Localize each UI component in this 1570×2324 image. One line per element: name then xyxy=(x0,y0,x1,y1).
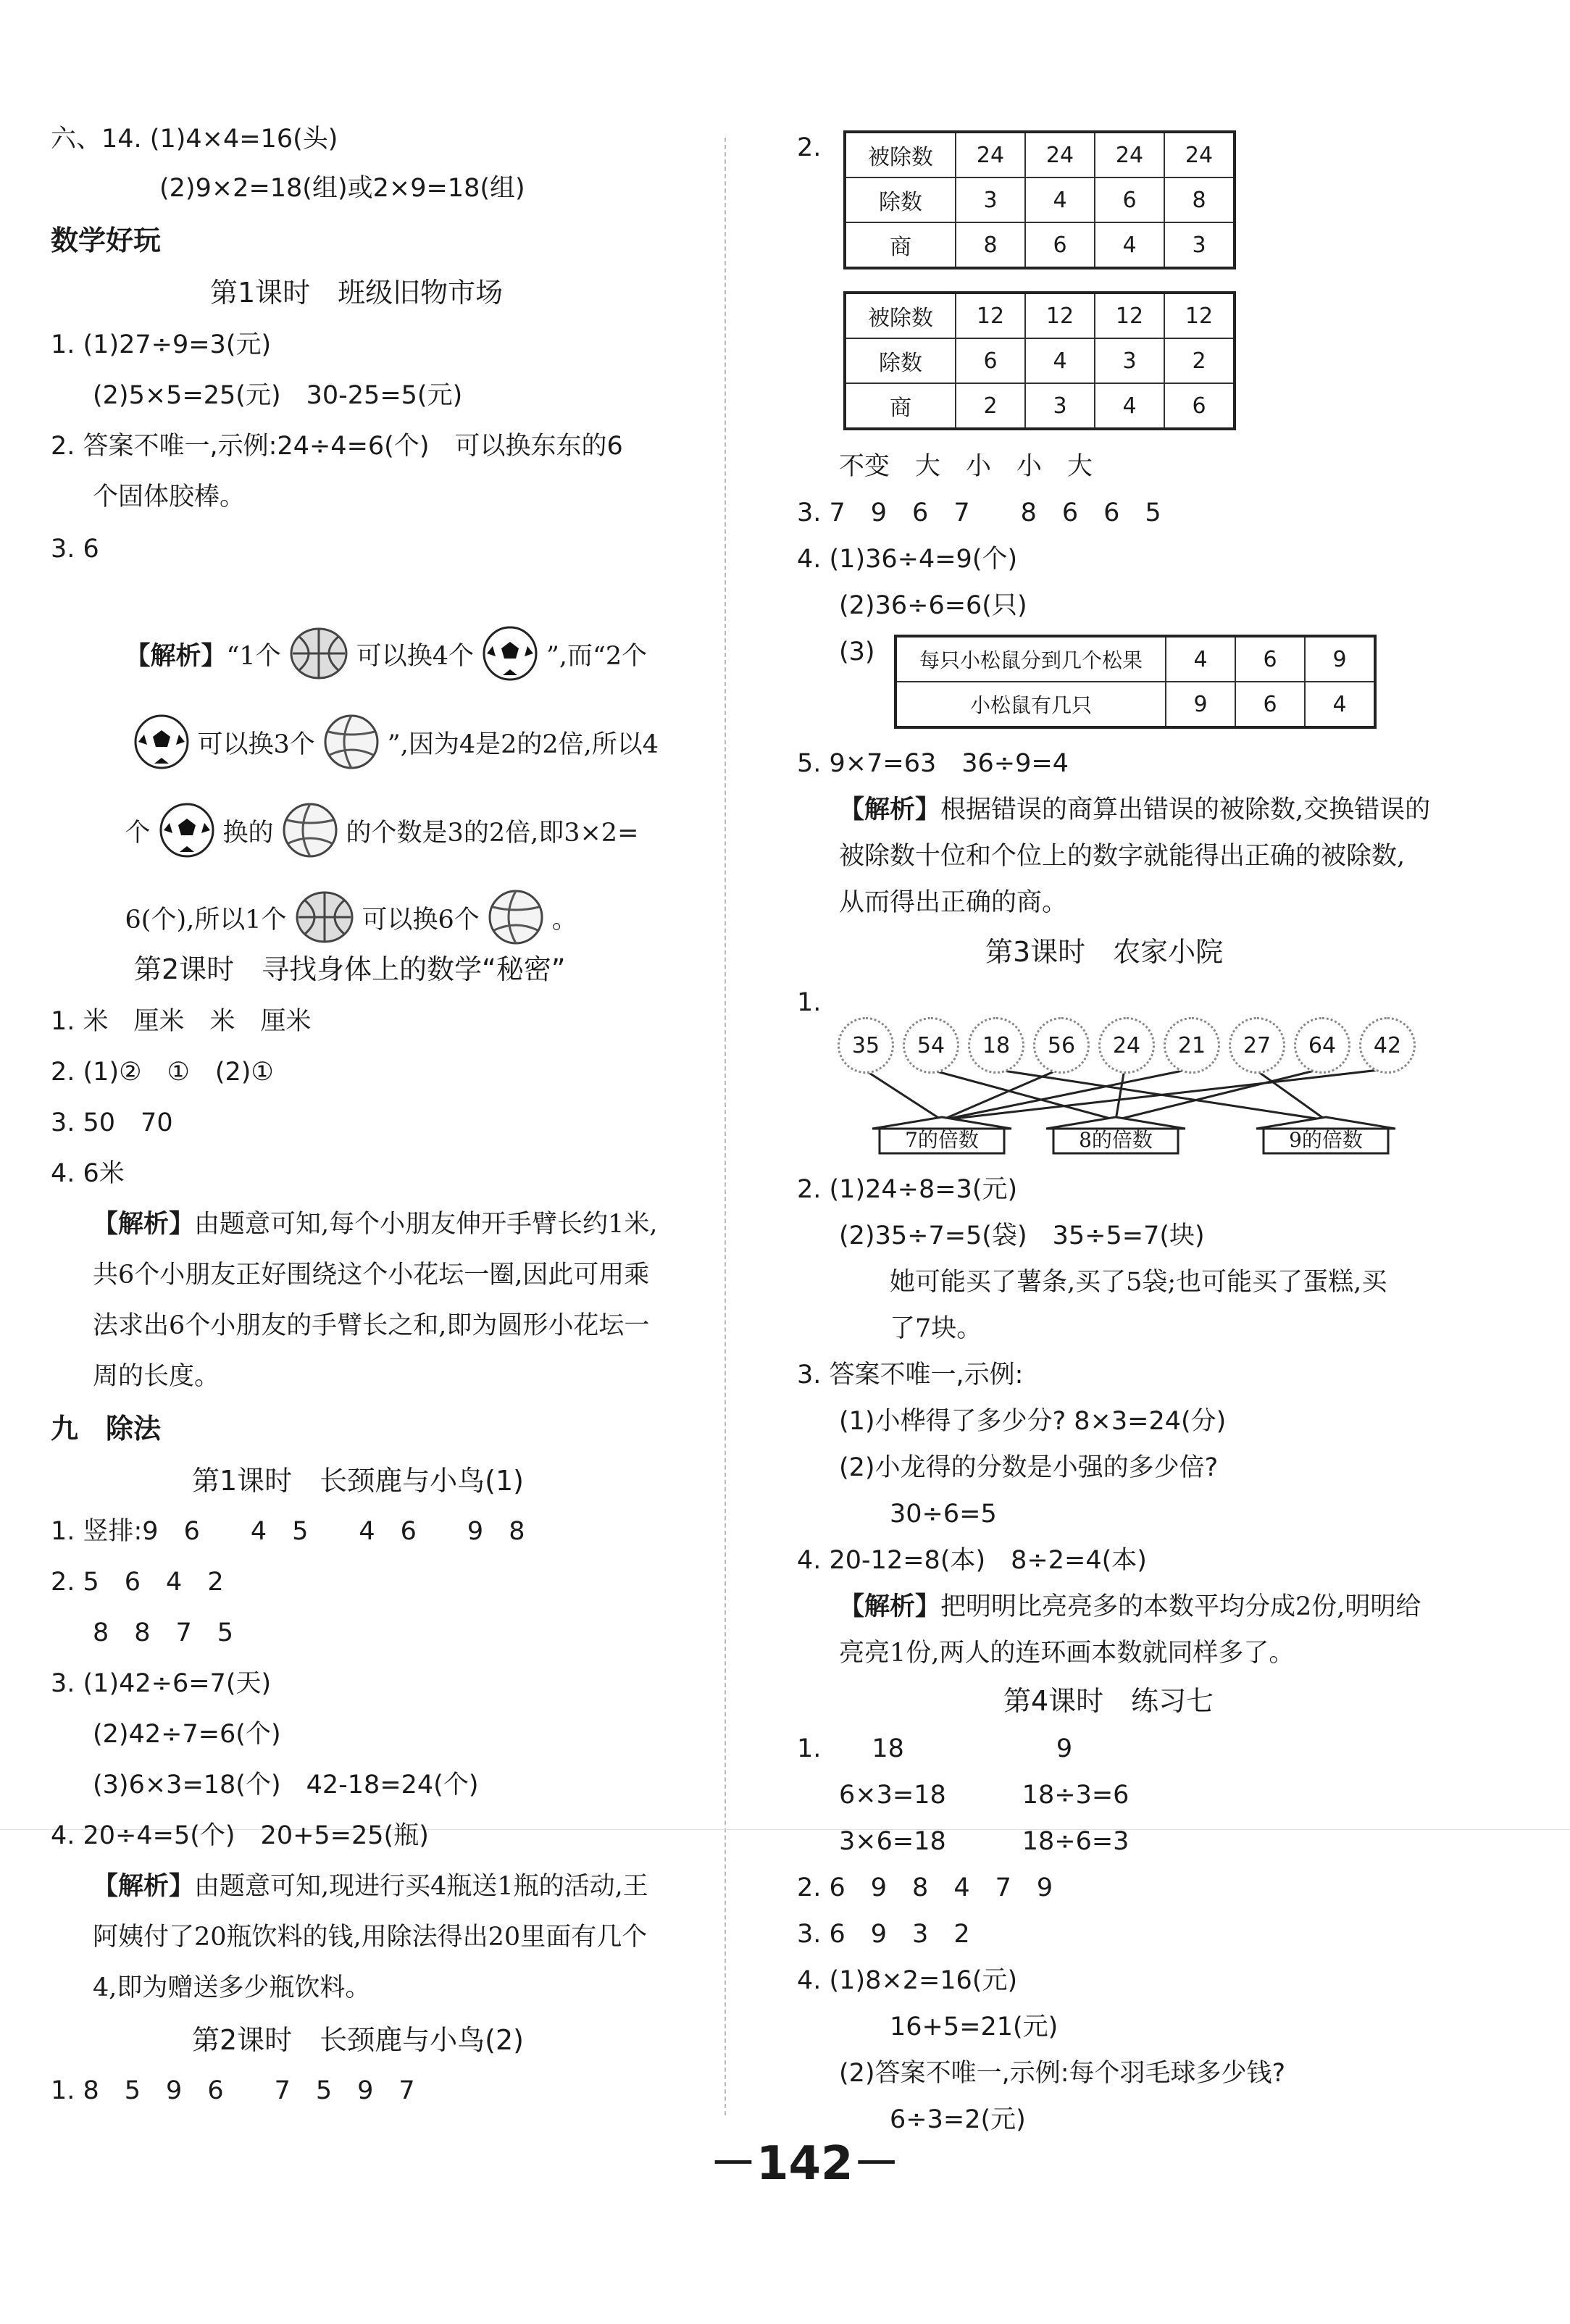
explanation-d4-1 xyxy=(93,1871,648,1902)
answer-p3: 3. 50 70 xyxy=(51,1108,173,1137)
answer-t4b: 16+5=21(元) xyxy=(890,2012,1059,2041)
column-divider xyxy=(725,138,726,2115)
explanation-text: 可以换6个 xyxy=(362,906,480,935)
answer-r4b: (2)36÷6=6(只) xyxy=(839,591,1027,620)
table-cell: 6 xyxy=(1025,222,1095,268)
explanation-r5-3: 从而得出正确的商。 xyxy=(839,888,1068,917)
house-label: 7的倍数 xyxy=(905,1128,979,1152)
answer-d2a: 2. 5 6 4 2 xyxy=(51,1568,224,1597)
explanation-s4-1 xyxy=(839,1591,1421,1623)
table-cell: 4 xyxy=(1095,222,1164,268)
volleyball-icon xyxy=(487,888,545,954)
answer-6-14-1: 六、14. (1)4×4=16(头) xyxy=(51,125,338,154)
table-cell: 24 xyxy=(1095,132,1164,177)
page-number: －142－ xyxy=(710,2137,900,2191)
table-cell: 除数 xyxy=(845,177,956,222)
table-cell: 被除数 xyxy=(845,132,956,177)
table-cell: 除数 xyxy=(845,338,956,383)
table-cell: 每只小松鼠分到几个松果 xyxy=(895,636,1166,682)
explanation-text: 把明明比亮亮多的本数平均分成2份,明明给 xyxy=(940,1592,1421,1621)
explanation-text: ”,而“2个 xyxy=(546,642,648,671)
explanation-label: 【解析】 xyxy=(839,795,941,824)
answer-1-1: 1. (1)27÷9=3(元) xyxy=(51,330,272,359)
table-cell: 9 xyxy=(1305,636,1375,682)
explanation-label: 【解析】 xyxy=(125,642,227,671)
table-cell: 6 xyxy=(1235,682,1305,727)
number-bubble: 35 xyxy=(838,1017,894,1074)
table-cell: 6 xyxy=(1235,636,1305,682)
basketball-icon xyxy=(294,890,355,953)
answer-d2b: 8 8 7 5 xyxy=(93,1618,234,1647)
answer-s2c: 她可能买了薯条,买了5袋;也可能买了蛋糕,买 xyxy=(890,1268,1387,1297)
table-cell: 被除数 xyxy=(845,293,956,338)
table-cell: 12 xyxy=(1025,293,1095,338)
answer-d3c: (3)6×3=18(个) 42-18=24(个) xyxy=(93,1771,479,1800)
table-cell: 3 xyxy=(1095,338,1164,383)
answer-6-14-2: (2)9×2=18(组)或2×9=18(组) xyxy=(159,174,525,203)
table-cell: 6 xyxy=(1095,177,1164,222)
answer-s3b: (1)小桦得了多少分? 8×3=24(分) xyxy=(839,1407,1227,1436)
table-row xyxy=(895,636,1375,682)
lesson-title-3: 第1课时 长颈鹿与小鸟(1) xyxy=(192,1465,525,1497)
table-cell: 商 xyxy=(845,222,956,268)
lesson-title-6: 第4课时 练习七 xyxy=(1003,1685,1214,1717)
table-row xyxy=(845,383,1235,429)
answer-d3a: 3. (1)42÷6=7(天) xyxy=(51,1669,272,1698)
table-cell: 2 xyxy=(956,383,1025,429)
answer-t2: 2. 6 9 8 4 7 9 xyxy=(797,1873,1053,1902)
table-cell: 24 xyxy=(956,132,1025,177)
answer-p4: 4. 6米 xyxy=(51,1159,125,1188)
table-cell: 12 xyxy=(1164,293,1235,338)
table-cell: 8 xyxy=(1164,177,1235,222)
explanation-text: ”,因为4是2的2倍,所以4 xyxy=(387,730,659,759)
house-label: 9的倍数 xyxy=(1289,1128,1363,1152)
house-box xyxy=(1253,1116,1398,1155)
answer-s1-label: 1. xyxy=(797,988,822,1017)
answer-2-cont: 个固体胶棒。 xyxy=(93,482,246,511)
number-bubble: 56 xyxy=(1033,1017,1090,1074)
section-title-division: 九 除法 xyxy=(51,1413,162,1445)
table-cell: 24 xyxy=(1164,132,1235,177)
answer-d3b: (2)42÷7=6(个) xyxy=(93,1720,281,1749)
number-bubble: 18 xyxy=(968,1017,1024,1074)
explanation-text: “1个 xyxy=(226,642,281,671)
table-row xyxy=(845,222,1235,268)
explanation-r5-2: 被除数十位和个位上的数字就能得出正确的被除数, xyxy=(839,842,1406,871)
table-row xyxy=(845,132,1235,177)
table-row xyxy=(845,177,1235,222)
answer-t4c: (2)答案不唯一,示例:每个羽毛球多少钱? xyxy=(839,2059,1286,2088)
answer-t4a: 4. (1)8×2=16(元) xyxy=(797,1966,1018,1995)
explanation-label: 【解析】 xyxy=(93,1872,195,1901)
table-cell: 3 xyxy=(956,177,1025,222)
table-cell: 24 xyxy=(1025,132,1095,177)
table-cell: 4 xyxy=(1025,177,1095,222)
answer-t4d: 6÷3=2(元) xyxy=(890,2105,1026,2134)
explanation-text: 由题意可知,现进行买4瓶送1瓶的活动,王 xyxy=(194,1872,648,1901)
answer-2: 2. 答案不唯一,示例:24÷4=6(个) 可以换东东的6 xyxy=(51,432,623,461)
table-cell: 9 xyxy=(1166,682,1235,727)
answer-t1b: 6×3=18 18÷3=6 xyxy=(839,1781,1130,1810)
house-box xyxy=(1043,1116,1188,1155)
number-bubble: 64 xyxy=(1294,1017,1350,1074)
answer-t3: 3. 6 9 3 2 xyxy=(797,1920,970,1949)
explanation-p4-4: 周的长度。 xyxy=(93,1362,220,1391)
table-cell: 4 xyxy=(1166,636,1235,682)
explanation-text: 。 xyxy=(551,906,577,935)
table-cell: 4 xyxy=(1305,682,1375,727)
answer-t1c: 3×6=18 18÷6=3 xyxy=(839,1827,1130,1856)
table-row xyxy=(845,293,1235,338)
answer-s3c: (2)小龙得的分数是小强的多少倍? xyxy=(839,1453,1219,1482)
explanation-d4-3: 4,即为赠送多少瓶饮料。 xyxy=(93,1973,371,2002)
explanation-p4-3: 法求出6个小朋友的手臂长之和,即为圆形小花坛一 xyxy=(93,1311,650,1340)
explanation-text: 根据错误的商算出错误的被除数,交换错误的 xyxy=(940,795,1431,824)
answer-s2b: (2)35÷7=5(袋) 35÷5=7(块) xyxy=(839,1221,1205,1250)
answer-p1: 1. 米 厘米 米 厘米 xyxy=(51,1007,312,1036)
answer-r2-words: 不变 大 小 小 大 xyxy=(839,452,1093,481)
answer-r3: 3. 7 9 6 7 8 6 6 5 xyxy=(797,498,1161,527)
explanation-text: 6(个),所以1个 xyxy=(125,906,287,935)
explanation-p4-2: 共6个小朋友正好围绕这个小花坛一圈,因此可用乘 xyxy=(93,1261,650,1290)
table-cell: 2 xyxy=(1164,338,1235,383)
number-bubble: 42 xyxy=(1359,1017,1416,1074)
division-table-1 xyxy=(843,130,1236,269)
number-bubble: 21 xyxy=(1164,1017,1220,1074)
table-cell: 4 xyxy=(1095,383,1164,429)
explanation-s4-2: 亮亮1份,两人的连环画本数就同样多了。 xyxy=(839,1639,1295,1668)
table-cell: 12 xyxy=(956,293,1025,338)
division-table-2 xyxy=(843,291,1236,430)
answer-3: 3. 6 xyxy=(51,535,99,564)
answer-s4: 4. 20-12=8(本) 8÷2=4(本) xyxy=(797,1546,1147,1575)
explanation-text: 可以换4个 xyxy=(356,642,474,671)
lesson-title-1: 第1课时 班级旧物市场 xyxy=(210,277,504,309)
lesson-title-2: 第2课时 寻找身体上的数学“秘密” xyxy=(134,953,566,985)
table-cell: 6 xyxy=(1164,383,1235,429)
table-cell: 12 xyxy=(1095,293,1164,338)
lesson-title-4: 第2课时 长颈鹿与小鸟(2) xyxy=(192,2024,525,2056)
answer-e1: 1. 8 5 9 6 7 5 9 7 xyxy=(51,2076,415,2105)
basketball-icon xyxy=(288,626,349,689)
explanation-text: 的个数是3的2倍,即3×2= xyxy=(346,819,639,848)
table-cell: 6 xyxy=(956,338,1025,383)
squirrel-table xyxy=(894,635,1377,729)
explanation-r5-1 xyxy=(839,794,1430,826)
house-box xyxy=(869,1116,1014,1155)
answer-s3d: 30÷6=5 xyxy=(890,1500,997,1529)
number-bubble: 54 xyxy=(903,1017,959,1074)
explanation-text: 可以换3个 xyxy=(197,730,315,759)
answer-r4a: 4. (1)36÷4=9(个) xyxy=(797,545,1018,574)
explanation-text: 由题意可知,每个小朋友伸开手臂长约1米, xyxy=(194,1210,658,1239)
answer-t1a: 1. 18 9 xyxy=(797,1734,1073,1763)
table-cell: 4 xyxy=(1025,338,1095,383)
number-bubble: 24 xyxy=(1098,1017,1155,1074)
lesson-title-5: 第3课时 农家小院 xyxy=(985,936,1224,968)
table-cell: 3 xyxy=(1164,222,1235,268)
table-cell: 商 xyxy=(845,383,956,429)
explanation-d4-2: 阿姨付了20瓶饮料的钱,用除法得出20里面有几个 xyxy=(93,1923,648,1952)
table-cell: 小松鼠有几只 xyxy=(895,682,1166,727)
answer-r5: 5. 9×7=63 36÷9=4 xyxy=(797,749,1069,778)
table-cell: 8 xyxy=(956,222,1025,268)
answer-d4: 4. 20÷4=5(个) 20+5=25(瓶) xyxy=(51,1821,429,1850)
table-row xyxy=(845,338,1235,383)
table-row xyxy=(895,682,1375,727)
explanation-p4-1 xyxy=(93,1208,658,1240)
answer-s2d: 了7块。 xyxy=(890,1314,982,1343)
answer-r4c: (3) xyxy=(839,638,875,666)
explanation-text: 个 xyxy=(125,819,151,848)
answer-d1: 1. 竖排:9 6 4 5 4 6 9 8 xyxy=(51,1517,525,1546)
explanation-text: 换的 xyxy=(222,819,274,848)
section-title-math-fun: 数学好玩 xyxy=(51,225,162,256)
house-label: 8的倍数 xyxy=(1079,1128,1153,1152)
explanation-label: 【解析】 xyxy=(93,1210,195,1239)
answer-r2-label: 2. xyxy=(797,133,822,162)
answer-s3a: 3. 答案不唯一,示例: xyxy=(797,1360,1024,1389)
explanation-label: 【解析】 xyxy=(839,1592,941,1621)
answer-1-2: (2)5×5=25(元) 30-25=5(元) xyxy=(93,381,463,410)
table-cell: 3 xyxy=(1025,383,1095,429)
answer-s2a: 2. (1)24÷8=3(元) xyxy=(797,1175,1018,1204)
number-bubble: 27 xyxy=(1229,1017,1285,1074)
answer-p2: 2. (1)② ① (2)① xyxy=(51,1058,274,1087)
